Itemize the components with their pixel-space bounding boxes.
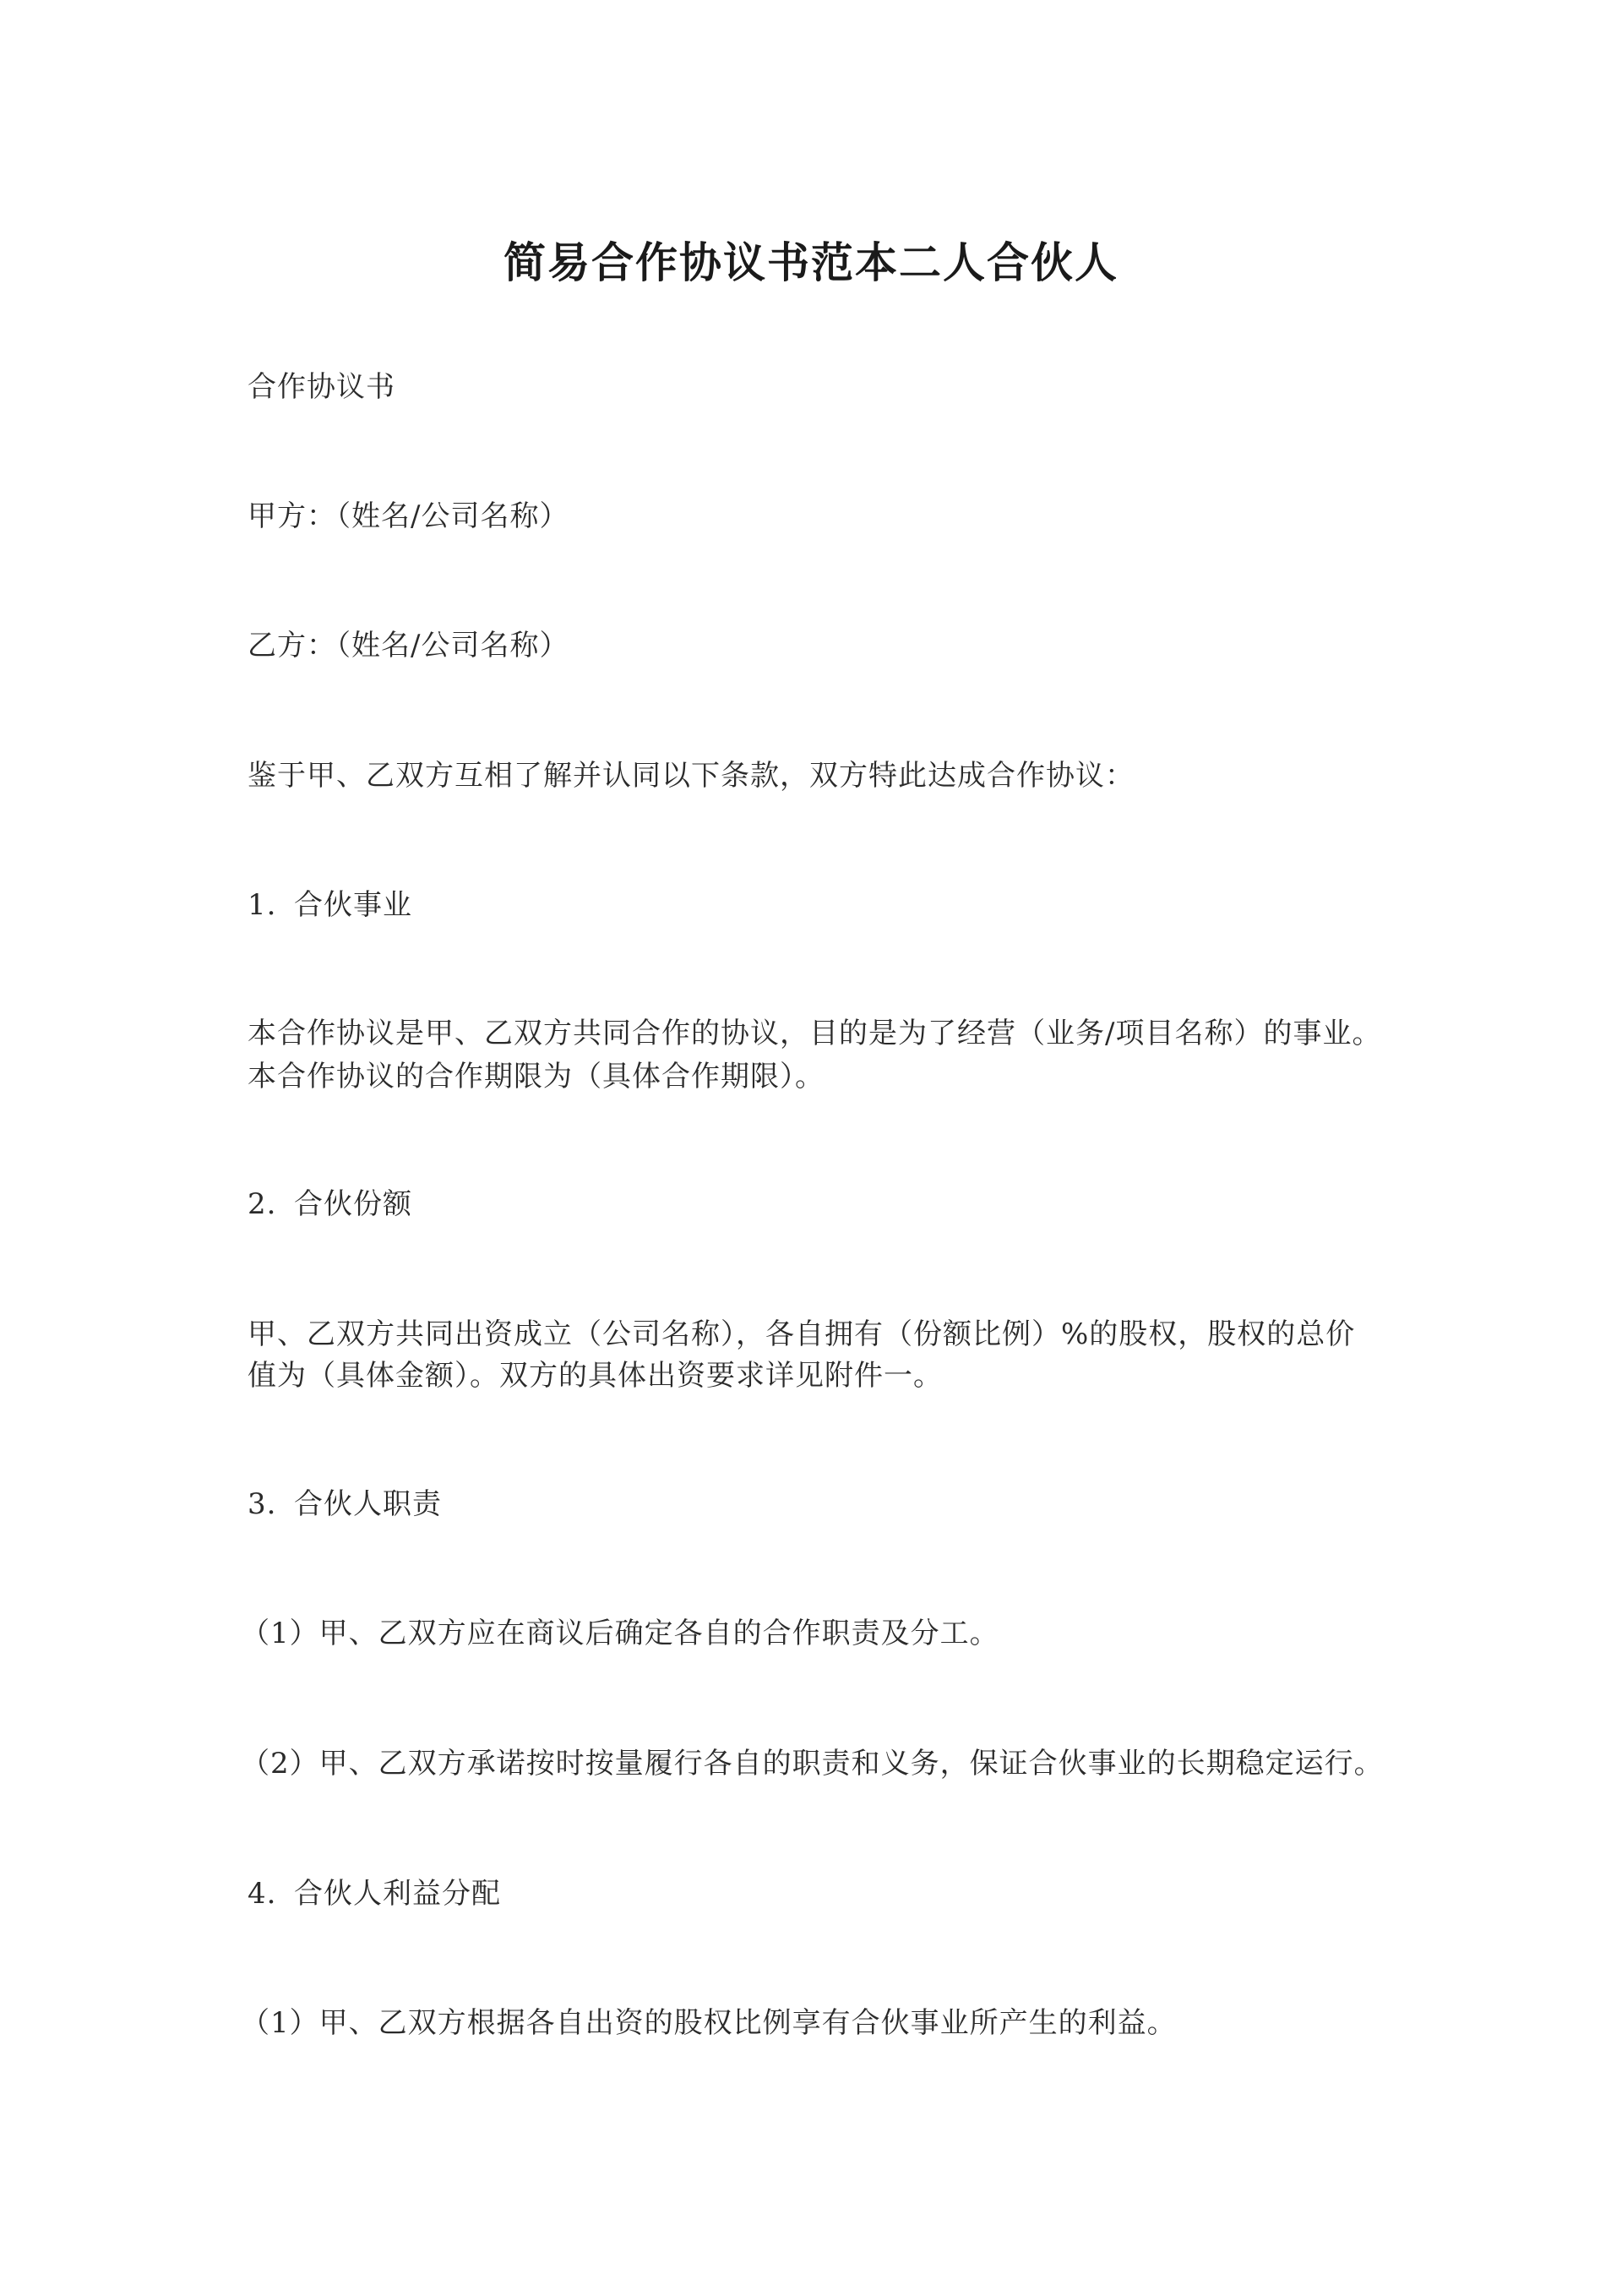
- section-title: 合伙人利益分配: [294, 1877, 501, 1911]
- section-title: 合伙人职责: [294, 1487, 442, 1521]
- section-number: 3.: [248, 1487, 277, 1521]
- paragraph-line: 本合作协议是甲、乙双方共同合作的协议，目的是为了经营（业务/项目名称）的事业。: [248, 1017, 1382, 1050]
- section-number: 4.: [248, 1877, 277, 1911]
- list-item: （1）甲、乙双方应在商议后确定各自的合作职责及分工。: [241, 1617, 999, 1650]
- section-heading: [248, 1183, 412, 1225]
- section-heading: [248, 884, 412, 926]
- section-title: 合伙份额: [294, 1187, 412, 1221]
- section-title: 合伙事业: [294, 888, 412, 922]
- preamble-paragraph: 鉴于甲、乙双方互相了解并认同以下条款，双方特此达成合作协议：: [248, 759, 1135, 793]
- paragraph-line: 值为（具体金额）。双方的具体出资要求详见附件一。: [248, 1359, 943, 1393]
- paragraph-line: 本合作协议的合作期限为（具体合作期限）。: [248, 1060, 825, 1093]
- party-b-line: 乙方：（姓名/公司名称）: [248, 629, 569, 663]
- list-item: （2）甲、乙双方承诺按时按量履行各自的职责和义务，保证合伙事业的长期稳定运行。: [241, 1747, 1384, 1781]
- section-heading: [248, 1483, 442, 1525]
- section-number: 2.: [248, 1187, 277, 1221]
- section-heading: [248, 1873, 501, 1915]
- section-number: 1.: [248, 888, 277, 922]
- party-a-line: 甲方：（姓名/公司名称）: [248, 499, 569, 533]
- list-item: （1）甲、乙双方根据各自出资的股权比例享有合伙事业所产生的利益。: [241, 2006, 1177, 2040]
- paragraph-line: 甲、乙双方共同出资成立（公司名称），各自拥有（份额比例）%的股权，股权的总价: [248, 1317, 1356, 1351]
- document-title: 简易合作协议书范本二人合伙人: [503, 237, 1119, 287]
- document-heading: 合作协议书: [248, 370, 395, 404]
